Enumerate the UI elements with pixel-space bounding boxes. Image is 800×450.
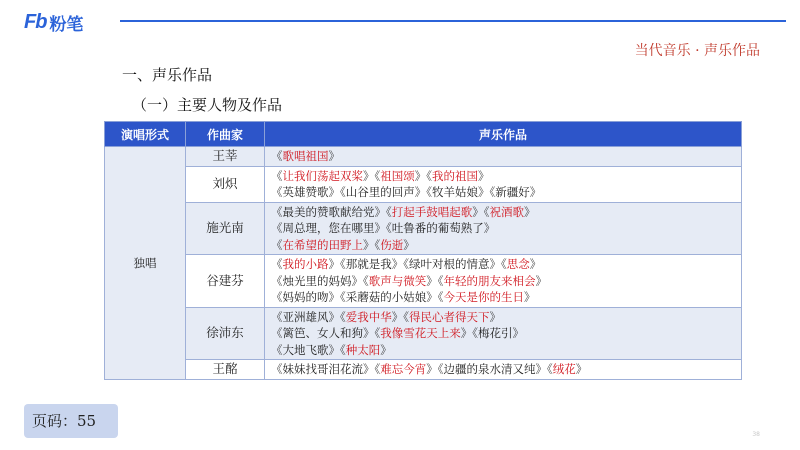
- composer-cell: 徐沛东: [186, 307, 265, 360]
- work-text: 》: [524, 204, 536, 219]
- table-row: [105, 307, 742, 360]
- logo-text: 粉笔: [49, 15, 84, 35]
- works-cell: [265, 360, 742, 380]
- header-form: 演唱形式: [105, 122, 186, 147]
- highlighted-work-text: 绒花: [552, 362, 576, 376]
- work-text: 》: [524, 290, 536, 304]
- highlighted-work-text: 年轻的朋友来相会: [443, 273, 536, 288]
- highlighted-work-text: 祝酒歌: [489, 204, 524, 219]
- highlighted-work-text: 祖国颂: [380, 168, 415, 183]
- work-text: 》《: [414, 168, 432, 183]
- work-text: 》: [380, 342, 392, 357]
- page-number-box: [24, 404, 118, 438]
- header-composer: 作曲家: [186, 122, 265, 147]
- work-text: 《: [271, 149, 283, 163]
- works-line: [271, 325, 735, 342]
- highlighted-work-text: 让我们荡起双桨: [282, 168, 363, 183]
- highlighted-work-text: 今天是你的生日: [443, 290, 524, 304]
- works-table: [104, 121, 742, 380]
- work-text: 《妹妹找哥泪花流》《: [271, 362, 381, 376]
- table-row: [105, 255, 742, 308]
- works-cell: [265, 307, 742, 360]
- work-text: 》: [575, 362, 588, 376]
- fenbi-logo: [24, 10, 83, 35]
- footer-number: 38: [752, 431, 760, 438]
- header-title: 当代音乐 · 声乐作品: [634, 43, 760, 59]
- work-text: 》《梅花引》: [460, 326, 524, 340]
- highlighted-work-text: 在希望的田野上: [282, 237, 363, 252]
- table-body: [105, 147, 742, 380]
- work-text: 》: [328, 149, 340, 163]
- work-text: 》: [403, 237, 415, 252]
- highlighted-work-text: 我像雪花天上来: [380, 326, 461, 340]
- highlighted-work-text: 歌唱祖国: [282, 149, 329, 163]
- works-cell: [265, 255, 742, 308]
- work-text: 》《边疆的泉水清又纯》《: [426, 362, 553, 376]
- highlighted-work-text: 打起手鼓唱起歌: [391, 204, 473, 219]
- work-text: 》: [535, 273, 547, 288]
- work-text: 《: [271, 237, 283, 252]
- composer-cell: 刘炽: [186, 166, 265, 202]
- works-cell: [265, 147, 742, 167]
- works-line: [271, 204, 735, 221]
- work-text: 》: [529, 257, 542, 271]
- highlighted-work-text: 种太阳: [345, 342, 381, 357]
- highlighted-work-text: 思念: [506, 257, 530, 271]
- sub-title: （一）主要人物及作品: [132, 96, 283, 114]
- works-line: [271, 220, 735, 237]
- composer-cell: 王莘: [186, 147, 265, 167]
- composer-cell: 谷建芬: [186, 255, 265, 308]
- header-divider: [120, 20, 786, 22]
- work-text: 《: [271, 257, 283, 271]
- works-line: [271, 237, 735, 254]
- highlighted-work-text: 爱我中华: [345, 309, 392, 324]
- works-line: [271, 168, 735, 185]
- logo-mark: Fb: [24, 11, 47, 33]
- works-line: [271, 309, 735, 326]
- highlighted-work-text: 我的祖国: [432, 168, 478, 183]
- work-text: 》《那就是我》《绿叶对根的情意》《: [328, 257, 507, 271]
- section-title: 一、声乐作品: [122, 66, 213, 84]
- work-text: 》《: [472, 204, 490, 219]
- header-works: 声乐作品: [265, 122, 742, 147]
- table-row: [105, 202, 742, 255]
- composer-cell: 王酩: [186, 360, 265, 380]
- works-line: [271, 361, 735, 378]
- works-line: [271, 273, 735, 290]
- work-text: 《篱笆、女人和狗》《: [271, 326, 381, 340]
- page-label: 页码：: [32, 412, 78, 430]
- work-text: 》《: [363, 168, 381, 183]
- work-text: 》《: [363, 237, 381, 252]
- work-text: 》: [478, 168, 490, 183]
- works-line: [271, 342, 735, 359]
- works-cell: [265, 202, 742, 255]
- work-text: 》《: [426, 273, 444, 288]
- work-text: 《周总理，您在哪里》《吐鲁番的葡萄熟了》: [271, 221, 496, 235]
- work-text: 《大地飞歌》《: [271, 342, 346, 357]
- composer-cell: 施光南: [186, 202, 265, 255]
- highlighted-work-text: 我的小路: [282, 257, 329, 271]
- works-line: [271, 184, 735, 201]
- work-text: 《最美的赞歌献给党》《: [271, 204, 392, 219]
- work-text: 》: [489, 309, 501, 324]
- page-number: 55: [77, 412, 97, 430]
- highlighted-work-text: 难忘今宵: [380, 362, 427, 376]
- work-text: 《妈妈的吻》《采蘑菇的小姑娘》《: [271, 290, 444, 304]
- works-cell: [265, 166, 742, 202]
- work-text: 》《: [391, 309, 409, 324]
- table-row: [105, 147, 742, 167]
- work-text: 《亚洲雄风》《: [271, 309, 346, 324]
- highlighted-work-text: 得民心者得天下: [409, 309, 490, 324]
- table-row: [105, 166, 742, 202]
- work-text: 《: [271, 168, 283, 183]
- works-line: [271, 289, 735, 306]
- works-line: [271, 148, 735, 165]
- form-cell: 独唱: [105, 147, 186, 380]
- work-text: 《英雄赞歌》《山谷里的回声》《牧羊姑娘》《新疆好》: [271, 185, 542, 199]
- table-row: [105, 360, 742, 380]
- work-text: 《烛光里的妈妈》《: [271, 273, 369, 288]
- table-header-row: [105, 122, 742, 147]
- works-line: [271, 256, 735, 273]
- highlighted-work-text: 歌声与微笑: [368, 273, 427, 288]
- highlighted-work-text: 伤逝: [380, 237, 404, 252]
